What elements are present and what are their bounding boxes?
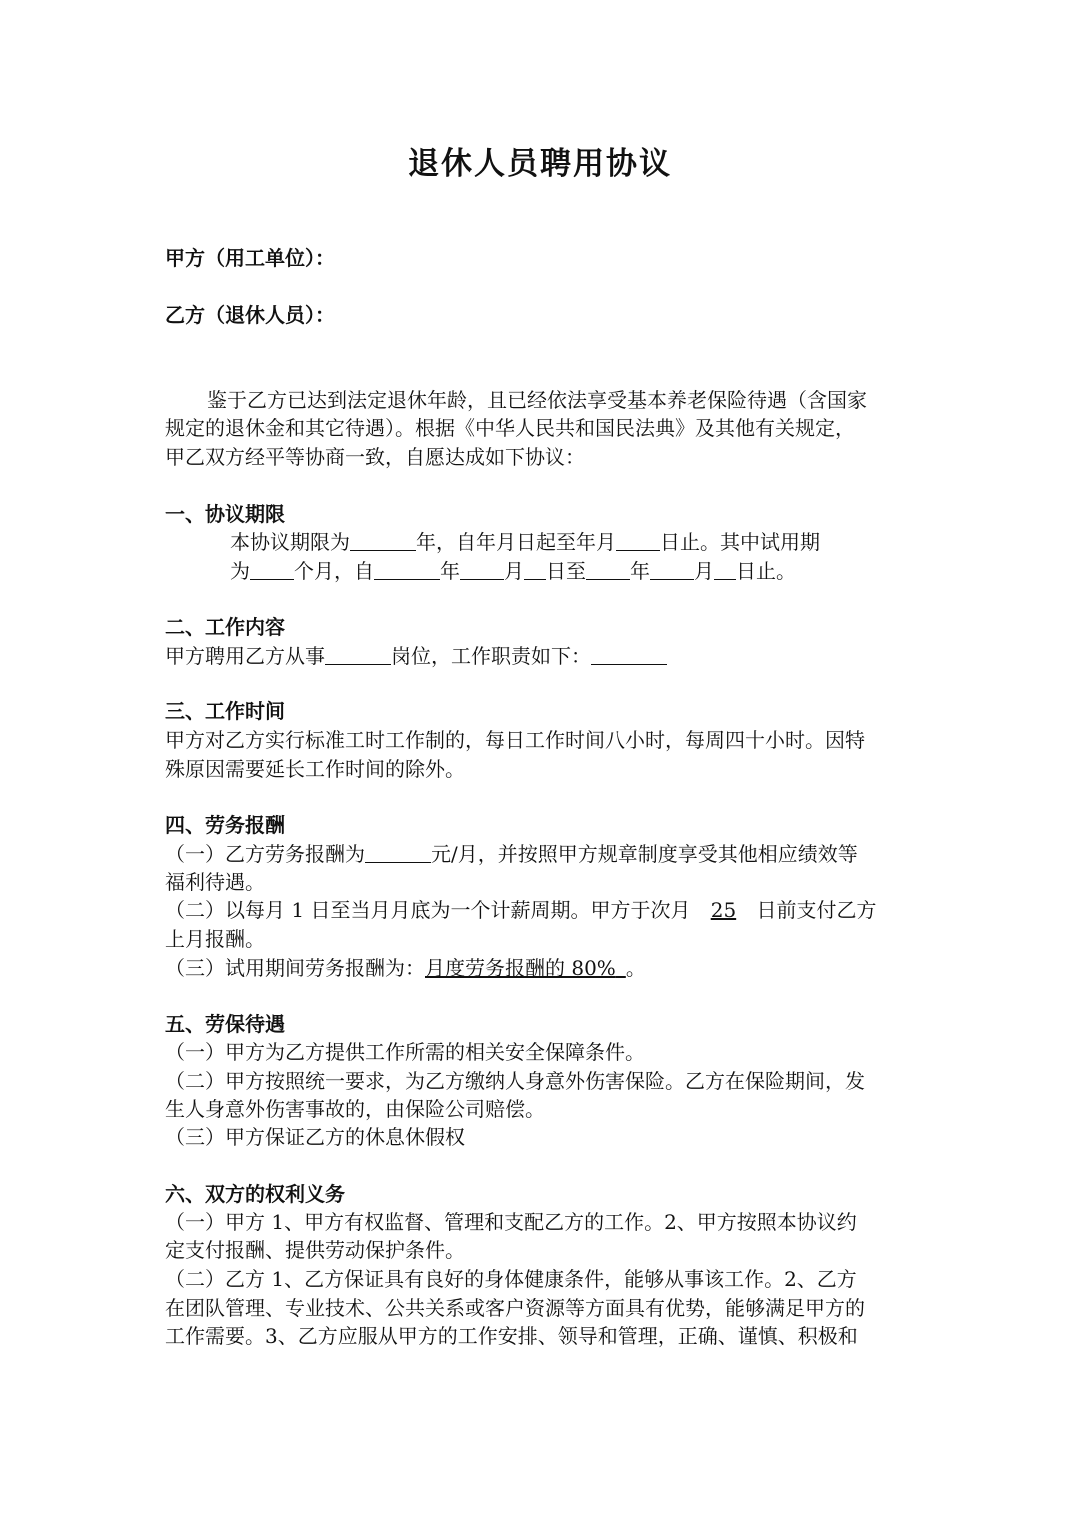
pay-day-value: 25 bbox=[710, 898, 737, 922]
text: 岗位，工作职责如下： bbox=[391, 644, 591, 668]
intro-line: 规定的退休金和其它待遇）。根据《中华人民共和国民法典》及其他有关规定， bbox=[165, 416, 855, 440]
term-line-1 bbox=[230, 528, 920, 557]
text: 月 bbox=[504, 559, 524, 583]
text: 个月，自 bbox=[294, 559, 374, 583]
blank-field bbox=[524, 559, 546, 580]
paragraph-line: 殊原因需要延长工作时间的除外。 bbox=[165, 757, 465, 781]
document-title: 退休人员聘用协议 bbox=[408, 146, 672, 182]
text: （三）试用期间劳务报酬为： bbox=[165, 956, 425, 980]
paragraph-line: 上月报酬。 bbox=[165, 927, 265, 951]
paragraph-line: 甲方对乙方实行标准工时工作制的，每日工作时间八小时，每周四十小时。因特 bbox=[165, 728, 865, 752]
blank-field bbox=[374, 559, 440, 580]
section-heading: 五、劳保待遇 bbox=[165, 1012, 285, 1036]
blank-field bbox=[616, 530, 660, 551]
text: 为 bbox=[230, 559, 250, 583]
text: 日至 bbox=[546, 559, 586, 583]
blank-field bbox=[714, 559, 736, 580]
intro-line: 甲乙双方经平等协商一致，自愿达成如下协议： bbox=[165, 445, 585, 469]
term-line-2 bbox=[230, 557, 920, 586]
text: 年，自年月日起至年月 bbox=[416, 530, 616, 554]
pay-line-2 bbox=[165, 896, 925, 925]
paragraph-line: 工作需要。3、乙方应服从甲方的工作安排、领导和管理，正确、谨慎、积极和 bbox=[165, 1324, 858, 1348]
text: 元/月，并按照甲方规章制度享受其他相应绩效等 bbox=[431, 842, 858, 866]
text: 本协议期限为 bbox=[230, 530, 350, 554]
blank-field bbox=[250, 559, 294, 580]
section-heading: 四、劳务报酬 bbox=[165, 813, 285, 837]
paragraph-line: （一）甲方 1、甲方有权监督、管理和支配乙方的工作。2、甲方按照本协议约 bbox=[165, 1210, 857, 1234]
blank-field bbox=[460, 559, 504, 580]
party-a-label: 甲方（用工单位）： bbox=[165, 246, 335, 270]
text: 年 bbox=[440, 559, 460, 583]
text: 日止。其中试用期 bbox=[660, 530, 820, 554]
section-heading: 六、双方的权利义务 bbox=[165, 1182, 345, 1206]
paragraph-line: 在团队管理、专业技术、公共关系或客户资源等方面具有优势，能够满足甲方的 bbox=[165, 1296, 865, 1320]
intro-line: 鉴于乙方已达到法定退休年龄，且已经依法享受基本养老保险待遇（含国家 bbox=[207, 388, 867, 412]
probation-pay-value: 月度劳务报酬的 80% bbox=[425, 956, 616, 980]
paragraph-line: （二）甲方按照统一要求，为乙方缴纳人身意外伤害保险。乙方在保险期间，发 bbox=[165, 1069, 865, 1093]
blank-field bbox=[350, 530, 416, 551]
blank-field bbox=[591, 644, 667, 665]
pay-line-3 bbox=[165, 954, 925, 983]
blank-field bbox=[325, 644, 391, 665]
text: （一）乙方劳务报酬为 bbox=[165, 842, 365, 866]
text: 日止。 bbox=[736, 559, 796, 583]
work-content-line bbox=[165, 642, 925, 671]
paragraph-line: 福利待遇。 bbox=[165, 870, 265, 894]
party-b-label: 乙方（退休人员）： bbox=[165, 303, 335, 327]
blank-field bbox=[586, 559, 630, 580]
section-heading: 三、工作时间 bbox=[165, 699, 285, 723]
blank-field bbox=[365, 842, 431, 863]
text: 年 bbox=[630, 559, 650, 583]
section-heading: 二、工作内容 bbox=[165, 615, 285, 639]
paragraph-line: 定支付报酬、提供劳动保护条件。 bbox=[165, 1238, 465, 1262]
text: 甲方聘用乙方从事 bbox=[165, 644, 325, 668]
text: 月 bbox=[694, 559, 714, 583]
paragraph-line: （一）甲方为乙方提供工作所需的相关安全保障条件。 bbox=[165, 1040, 645, 1064]
paragraph-line: （二）乙方 1、乙方保证具有良好的身体健康条件，能够从事该工作。2、乙方 bbox=[165, 1267, 857, 1291]
section-heading: 一、协议期限 bbox=[165, 502, 285, 526]
paragraph-line: 生人身意外伤害事故的，由保险公司赔偿。 bbox=[165, 1097, 545, 1121]
blank-field bbox=[650, 559, 694, 580]
paragraph-line: （三）甲方保证乙方的休息休假权 bbox=[165, 1125, 465, 1149]
text: 日前支付乙方 bbox=[756, 898, 877, 922]
text: （二）以每月 1 日至当月月底为一个计薪周期。甲方于次月 bbox=[165, 898, 691, 922]
pay-line-1 bbox=[165, 840, 925, 869]
text: 。 bbox=[625, 956, 646, 980]
